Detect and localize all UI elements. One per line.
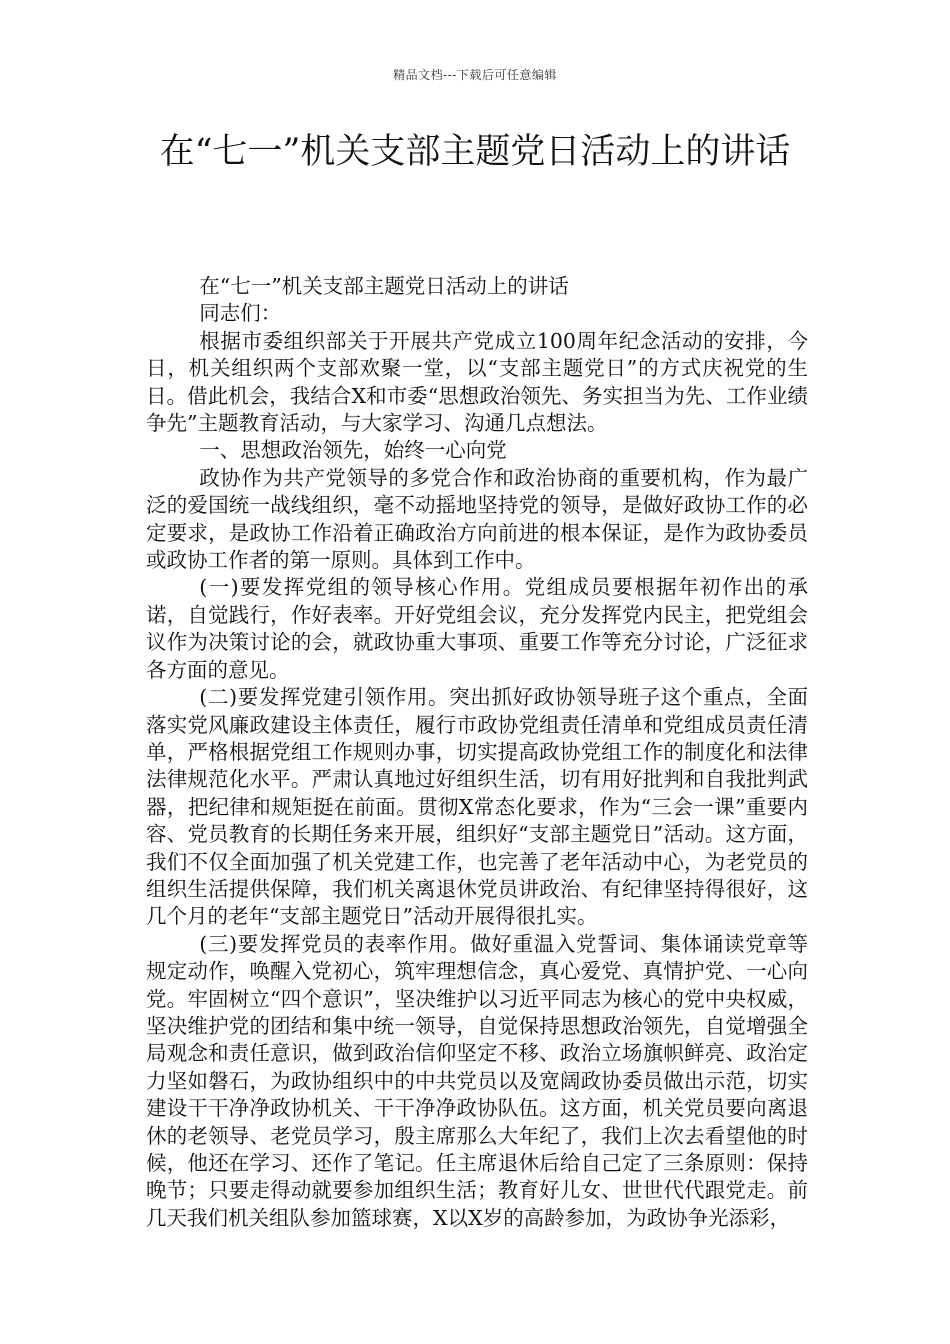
header-note: 精品文档---下载后可任意编辑 [393, 68, 557, 82]
document-title: 在“七一”机关支部主题党日活动上的讲话 [159, 132, 791, 172]
paragraph-subtitle: 在“七一”机关支部主题党日活动上的讲话 [199, 274, 569, 298]
document-body [146, 273, 808, 1232]
paragraph-salutation: 同志们： [199, 301, 282, 326]
paragraph-point-2: (二)要发挥党建引领作用。突出抓好政协领导班子这个重点，全面落实党风廉政建设主体责任，履行市政协党组责任清单和党组成员责任清单，严格根据党组工作规则办事，切实提高政协党组工作的制度化和法律法律规范化水平。严肃认真地过好组织生活，切有用好批判和自我批判武器，把纪律和规矩挺在前面。贯彻X常态化要求，作为“三会一课”重要内容、党员教育的长期任务来开展，组织好“支部主题党日”活动。这方面，我们不仅全面加强了机关党建工作，也完善了老年活动中心，为老党员的组织生活提供保障，我们机关离退休党员讲政治、有纪律坚持得很好，这几个月的老年“支部主题党日”活动开展得很扎实。 [146, 685, 808, 929]
paragraph-point-1: (一)要发挥党组的领导核心作用。党组成员要根据年初作出的承诺，自觉践行，作好表率。开好党组会议，充分发挥党内民主，把党组会议作为决策讨论的会，就政协重大事项、重要工作等充分讨论，广泛征求各方面的意见。 [146, 575, 808, 682]
paragraph-section-1: 政协作为共产党领导的多党合作和政治协商的重要机构，作为最广泛的爱国统一战线组织，毫不动摇地坚持党的领导，是做好政协工作的必定要求，是政协工作沿着正确政治方向前进的根本保证，是作为政协委员或政协工作者的第一原则。具体到工作中。 [146, 465, 808, 573]
paragraph-point-3: (三)要发挥党员的表率作用。做好重温入党誓词、集体诵读党章等规定动作，唤醒入党初心，筑牢理想信念，真心爱党、真情护党、一心向党。牢固树立“四个意识”，坚决维护以习近平同志为核心的党中央权威，坚决维护党的团结和集中统一领导，自觉保持思想政治领先，自觉增强全局观念和责任意识，做到政治信仰坚定不移、政治立场旗帜鲜亮、政治定力坚如磐石，为政协组织中的中共党员以及宽阔政协委员做出示范，切实建设干干净净政协机关、干干净净政协队伍。这方面，机关党员要向离退休的老领导、老党员学习，殷主席那么大年纪了，我们上次去看望他的时候，他还在学习、还作了笔记。任主席退休后给自己定了三条原则：保持晚节；只要走得动就要参加组织生活；教育好儿女、世世代代跟党走。前几天我们机关组队参加篮球赛，X以X岁的高龄参加，为政协争光添彩， [146, 931, 808, 1230]
paragraph-intro: 根据市委组织部关于开展共产党成立100周年纪念活动的安排，今日，机关组织两个支部欢聚一堂，以“支部主题党日”的方式庆祝党的生日。借此机会，我结合X和市委“思想政治领先、务实担当为先、工作业绩争先”主题教育活动，与大家学习、沟通几点想法。 [146, 328, 808, 436]
section-heading-1: 一、思想政治领先，始终一心向党 [199, 438, 507, 463]
